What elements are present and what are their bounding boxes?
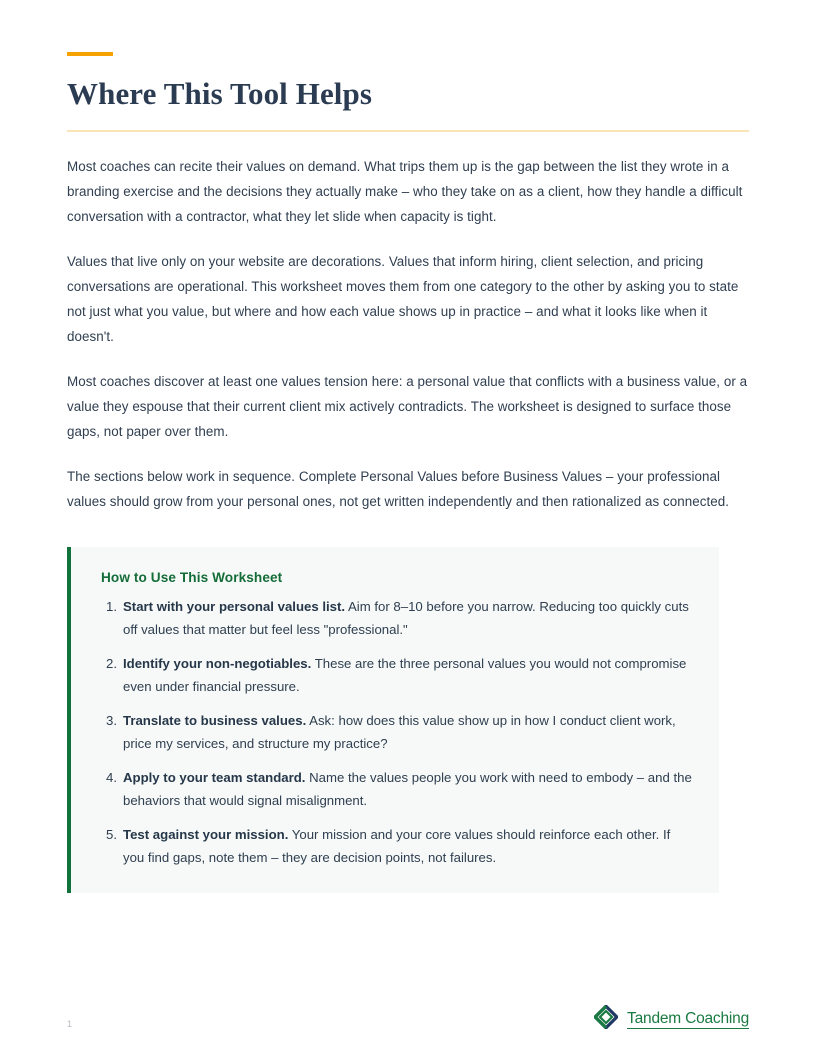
how-to-use-callout bbox=[67, 547, 719, 893]
list-item bbox=[101, 823, 693, 869]
body-paragraph: Values that live only on your website are decorations. Values that inform hiring, client selection, and pricing conversations are operational. This worksheet moves them from one category to the other by asking you to state not just what you value, but where and how each value shows up in practice – and what it looks like when it doesn't. bbox=[67, 254, 739, 345]
list-item-text: Your mission and your core values should reinforce each other. If you find gaps, note them – they are decision points, not failures. bbox=[123, 827, 671, 866]
page-title: Where This Tool Helps bbox=[67, 76, 373, 111]
list-item-lead: Start with your personal values list. bbox=[123, 599, 346, 615]
list-item-text: Aim for 8–10 before you narrow. Reducing too quickly cuts off values that matter but feel less "professional." bbox=[123, 599, 689, 638]
list-item-lead: Apply to your team standard. bbox=[123, 770, 306, 786]
page-number: 1 bbox=[67, 1019, 73, 1029]
page-footer bbox=[67, 1000, 749, 1034]
callout-title: How to Use This Worksheet bbox=[101, 570, 283, 586]
brand-logo bbox=[594, 1005, 749, 1034]
list-item bbox=[101, 652, 693, 698]
brand-name: Tandem Coaching bbox=[627, 1010, 749, 1030]
list-item-text: Ask: how does this value show up in how I conduct client work, price my services, and structure my practice? bbox=[123, 713, 676, 752]
list-item-lead: Test against your mission. bbox=[123, 827, 289, 843]
list-item bbox=[101, 709, 693, 755]
list-item-lead: Identify your non-negotiables. bbox=[123, 656, 312, 672]
orange-accent-bar bbox=[67, 52, 113, 56]
tandem-diamond-logo-icon bbox=[594, 1005, 618, 1034]
list-item bbox=[101, 766, 693, 812]
page-content bbox=[67, 0, 749, 893]
body-paragraph: The sections below work in sequence. Complete Personal Values before Business Values – your professional values should grow from your personal ones, not get written independently and then rationalized as connected. bbox=[67, 469, 730, 510]
list-item-text: These are the three personal values you would not compromise even under financial pressure. bbox=[123, 656, 687, 695]
body-paragraph: Most coaches can recite their values on demand. What trips them up is the gap between the list they wrote in a branding exercise and the decisions they actually make – who they take on as a client, how they handle a difficult conversation with a contractor, what they let slide when capacity is tight. bbox=[67, 159, 743, 225]
list-item-text: Name the values people you work with need to embody – and the behaviors that would signal misalignment. bbox=[123, 770, 692, 809]
list-item bbox=[101, 595, 693, 641]
body-paragraphs bbox=[67, 154, 749, 514]
title-divider-rule bbox=[67, 130, 749, 132]
list-item-lead: Translate to business values. bbox=[123, 713, 307, 729]
body-paragraph: Most coaches discover at least one values tension here: a personal value that conflicts with a business value, or a value they espouse that their current client mix actively contradicts. The worksheet is designed to surface those gaps, not paper over them. bbox=[67, 374, 748, 440]
callout-step-list bbox=[101, 595, 693, 869]
